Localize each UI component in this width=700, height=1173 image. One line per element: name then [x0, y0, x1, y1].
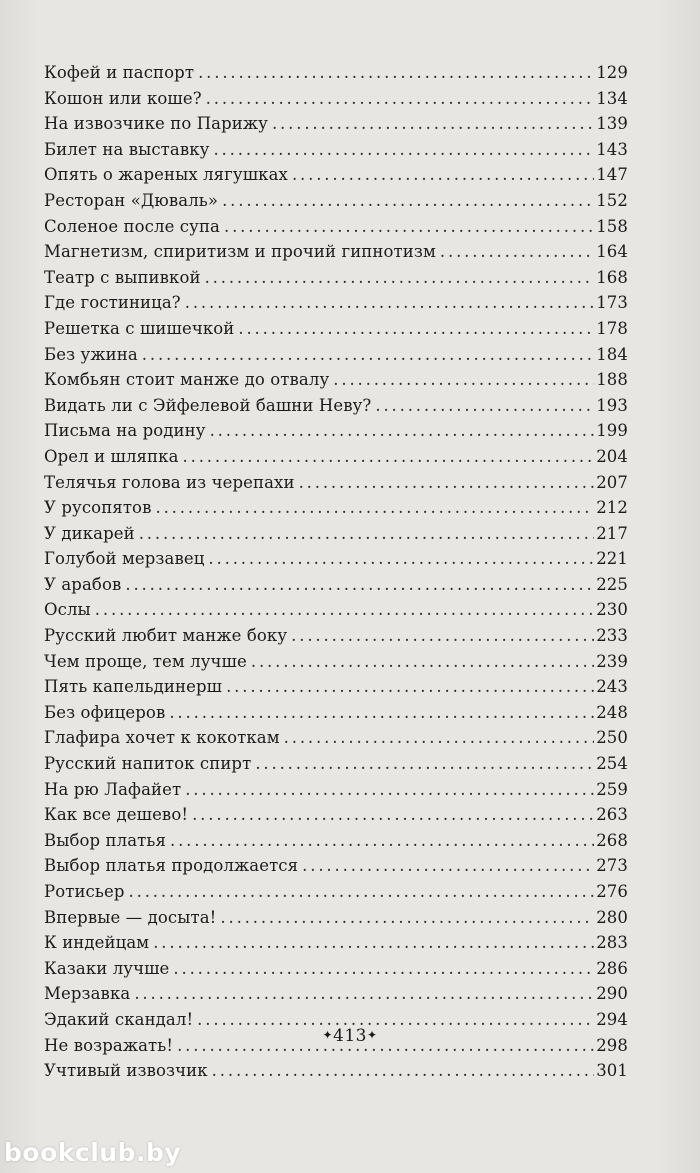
- toc-entry-page: 254: [596, 754, 628, 774]
- toc-entry-title: Письма на родину: [44, 421, 206, 441]
- toc-entry-title: Выбор платья: [44, 830, 166, 850]
- toc-entry-title: К индейцам: [44, 933, 150, 953]
- toc-entry-title: Русский любит манже боку: [44, 626, 288, 646]
- watermark-logo: bookclub.by: [4, 1138, 182, 1167]
- toc-entry-title: Соленое после супа: [44, 216, 220, 236]
- toc-dot-leader: [255, 751, 594, 777]
- toc-entry: [44, 444, 628, 470]
- toc-dot-leader: [170, 828, 594, 854]
- toc-entry-title: Эдакий скандал!: [44, 1009, 194, 1029]
- toc-dot-leader: [333, 367, 594, 393]
- toc-entry: [44, 853, 628, 879]
- toc-dot-leader: [129, 879, 595, 905]
- toc-dot-leader: [440, 239, 594, 265]
- folio-ornament-left-icon: ✦: [322, 1028, 334, 1042]
- toc-entry-page: 273: [596, 856, 628, 876]
- toc-dot-leader: [292, 162, 594, 188]
- toc-entry: [44, 367, 628, 393]
- toc-entry: [44, 725, 628, 751]
- page-number-footer: [0, 1026, 700, 1046]
- toc-dot-leader: [208, 546, 594, 572]
- toc-entry-page: 199: [596, 421, 628, 441]
- toc-entry-title: Билет на выставку: [44, 139, 210, 159]
- toc-entry-page: 207: [596, 472, 628, 492]
- toc-entry: [44, 597, 628, 623]
- toc-entry-page: 158: [596, 216, 628, 236]
- toc-entry: [44, 137, 628, 163]
- toc-entry-page: 290: [596, 984, 628, 1004]
- toc-entry-title: Опять о жареных лягушках: [44, 165, 288, 185]
- toc-entry-page: 268: [596, 830, 628, 850]
- toc-entry: [44, 956, 628, 982]
- toc-entry-page: 280: [596, 907, 628, 927]
- toc-entry: [44, 905, 628, 931]
- toc-entry-title: Мерзавка: [44, 984, 131, 1004]
- toc-dot-leader: [284, 725, 595, 751]
- toc-entry-title: Где гостиница?: [44, 293, 181, 313]
- toc-entry: [44, 86, 628, 112]
- toc-dot-leader: [198, 60, 594, 86]
- toc-entry: [44, 495, 628, 521]
- page-number: 413: [333, 1026, 367, 1046]
- toc-entry-page: 221: [596, 549, 628, 569]
- toc-dot-leader: [238, 316, 594, 342]
- toc-entry-title: Видать ли с Эйфелевой башни Неву?: [44, 395, 372, 415]
- toc-dot-leader: [155, 495, 594, 521]
- toc-entry-page: 263: [596, 805, 628, 825]
- toc-dot-leader: [291, 623, 594, 649]
- toc-entry-title: Без офицеров: [44, 702, 166, 722]
- toc-entry-page: 301: [596, 1061, 628, 1081]
- toc-entry-title: У дикарей: [44, 523, 135, 543]
- toc-entry-title: Кофей и паспорт: [44, 63, 195, 82]
- toc-entry-title: Русский напиток спирт: [44, 754, 252, 774]
- toc-entry: [44, 546, 628, 572]
- toc-entry-title: Выбор платья продолжается: [44, 856, 299, 876]
- toc-dot-leader: [169, 700, 594, 726]
- toc-entry-page: 164: [596, 242, 628, 262]
- toc-entry-page: 173: [596, 293, 628, 313]
- toc-dot-leader: [134, 981, 594, 1007]
- toc-entry-page: 212: [596, 498, 628, 518]
- toc-entry-page: 188: [596, 370, 628, 390]
- toc-dot-leader: [192, 802, 594, 828]
- toc-entry-title: Впервые — досыта!: [44, 907, 217, 927]
- toc-entry-title: Решетка с шишечкой: [44, 318, 235, 338]
- toc-entry: [44, 930, 628, 956]
- toc-entry-title: Комбьян стоит манже до отвалу: [44, 370, 330, 390]
- toc-entry: [44, 674, 628, 700]
- toc-entry: [44, 623, 628, 649]
- toc-dot-leader: [213, 137, 594, 163]
- toc-entry: [44, 470, 628, 496]
- toc-dot-leader: [212, 1058, 595, 1084]
- toc-entry: [44, 342, 628, 368]
- toc-entry-title: Чем проще, тем лучше: [44, 651, 247, 671]
- toc-entry-page: 250: [596, 728, 628, 748]
- toc-entry-title: Ресторан «Дюваль»: [44, 190, 219, 210]
- toc-entry-title: Театр с выпивкой: [44, 267, 201, 287]
- toc-dot-leader: [222, 188, 594, 214]
- toc-entry: [44, 393, 628, 419]
- toc-entry-title: Телячья голова из черепахи: [44, 472, 295, 492]
- toc-dot-leader: [375, 393, 594, 419]
- folio-ornament-right-icon: ✦: [366, 1028, 378, 1042]
- toc-entry: [44, 188, 628, 214]
- toc-entry: [44, 60, 628, 86]
- toc-entry: [44, 879, 628, 905]
- toc-entry: [44, 162, 628, 188]
- toc-entry-page: 139: [596, 114, 628, 134]
- toc-entry-title: У русопятов: [44, 498, 152, 518]
- toc-entry-title: На рю Лафайет: [44, 779, 182, 799]
- table-of-contents: [44, 60, 628, 1084]
- toc-entry-page: 204: [596, 446, 628, 466]
- toc-dot-leader: [183, 444, 595, 470]
- toc-dot-leader: [205, 265, 595, 291]
- toc-entry-title: Ослы: [44, 600, 91, 620]
- toc-entry: [44, 521, 628, 547]
- toc-entry-title: Без ужина: [44, 344, 138, 364]
- toc-entry-title: Не возражать!: [44, 1035, 174, 1055]
- toc-entry: [44, 981, 628, 1007]
- toc-dot-leader: [185, 777, 594, 803]
- toc-entry-title: Кошон или коше?: [44, 88, 202, 108]
- toc-entry-title: Орел и шляпка: [44, 446, 179, 466]
- toc-entry-page: 193: [596, 395, 628, 415]
- toc-entry-title: Глафира хочет к кокоткам: [44, 728, 280, 748]
- toc-entry: [44, 828, 628, 854]
- toc-entry-page: 283: [596, 933, 628, 953]
- toc-dot-leader: [125, 572, 594, 598]
- toc-entry: [44, 751, 628, 777]
- toc-entry: [44, 239, 628, 265]
- toc-entry-title: Ротисьер: [44, 882, 125, 901]
- toc-entry-title: Пять капельдинерш: [44, 677, 223, 697]
- toc-entry-page: 184: [596, 344, 628, 364]
- toc-entry: [44, 418, 628, 444]
- toc-dot-leader: [210, 418, 595, 444]
- toc-entry: [44, 802, 628, 828]
- toc-entry-page: 225: [596, 574, 628, 594]
- toc-dot-leader: [142, 342, 594, 368]
- toc-dot-leader: [153, 930, 594, 956]
- toc-entry-title: На извозчике по Парижу: [44, 114, 268, 134]
- toc-dot-leader: [226, 674, 594, 700]
- toc-entry-page: 230: [596, 600, 628, 620]
- toc-entry-title: Казаки лучше: [44, 958, 170, 978]
- toc-dot-leader: [299, 470, 595, 496]
- toc-entry-page: 143: [596, 139, 628, 159]
- toc-dot-leader: [173, 956, 594, 982]
- toc-entry-page: 276: [596, 882, 628, 901]
- toc-entry-page: 217: [596, 523, 628, 543]
- toc-entry-page: 152: [596, 190, 628, 210]
- toc-entry-page: 129: [596, 63, 628, 82]
- toc-entry: [44, 649, 628, 675]
- toc-entry: [44, 214, 628, 240]
- toc-entry: [44, 1058, 628, 1084]
- toc-entry: [44, 572, 628, 598]
- toc-entry-title: Как все дешево!: [44, 805, 189, 825]
- toc-entry-page: 178: [596, 318, 628, 338]
- toc-entry-title: Голубой мерзавец: [44, 549, 205, 569]
- toc-entry-page: 259: [596, 779, 628, 799]
- toc-entry-page: 286: [596, 958, 628, 978]
- toc-dot-leader: [185, 290, 594, 316]
- toc-entry: [44, 700, 628, 726]
- toc-entry-title: У арабов: [44, 574, 122, 594]
- toc-dot-leader: [206, 86, 595, 112]
- toc-entry-page: 168: [596, 267, 628, 287]
- toc-entry-page: 233: [596, 626, 628, 646]
- toc-entry-page: 134: [596, 88, 628, 108]
- toc-entry-page: 294: [596, 1009, 628, 1029]
- toc-dot-leader: [251, 649, 594, 675]
- toc-entry: [44, 316, 628, 342]
- toc-entry: [44, 265, 628, 291]
- toc-dot-leader: [139, 521, 595, 547]
- toc-entry: [44, 111, 628, 137]
- toc-entry-page: 147: [596, 165, 628, 185]
- toc-entry-title: Учтивый извозчик: [44, 1061, 208, 1081]
- toc-dot-leader: [272, 111, 594, 137]
- toc-entry-page: 298: [596, 1035, 628, 1055]
- toc-entry-page: 239: [596, 651, 628, 671]
- toc-dot-leader: [302, 853, 594, 879]
- toc-dot-leader: [95, 597, 594, 623]
- toc-entry-page: 248: [596, 702, 628, 722]
- toc-entry: [44, 777, 628, 803]
- toc-entry-title: Магнетизм, спиритизм и прочий гипнотизм: [44, 242, 436, 262]
- toc-dot-leader: [220, 905, 594, 931]
- toc-entry: [44, 290, 628, 316]
- toc-dot-leader: [224, 214, 594, 240]
- toc-entry-page: 243: [596, 677, 628, 697]
